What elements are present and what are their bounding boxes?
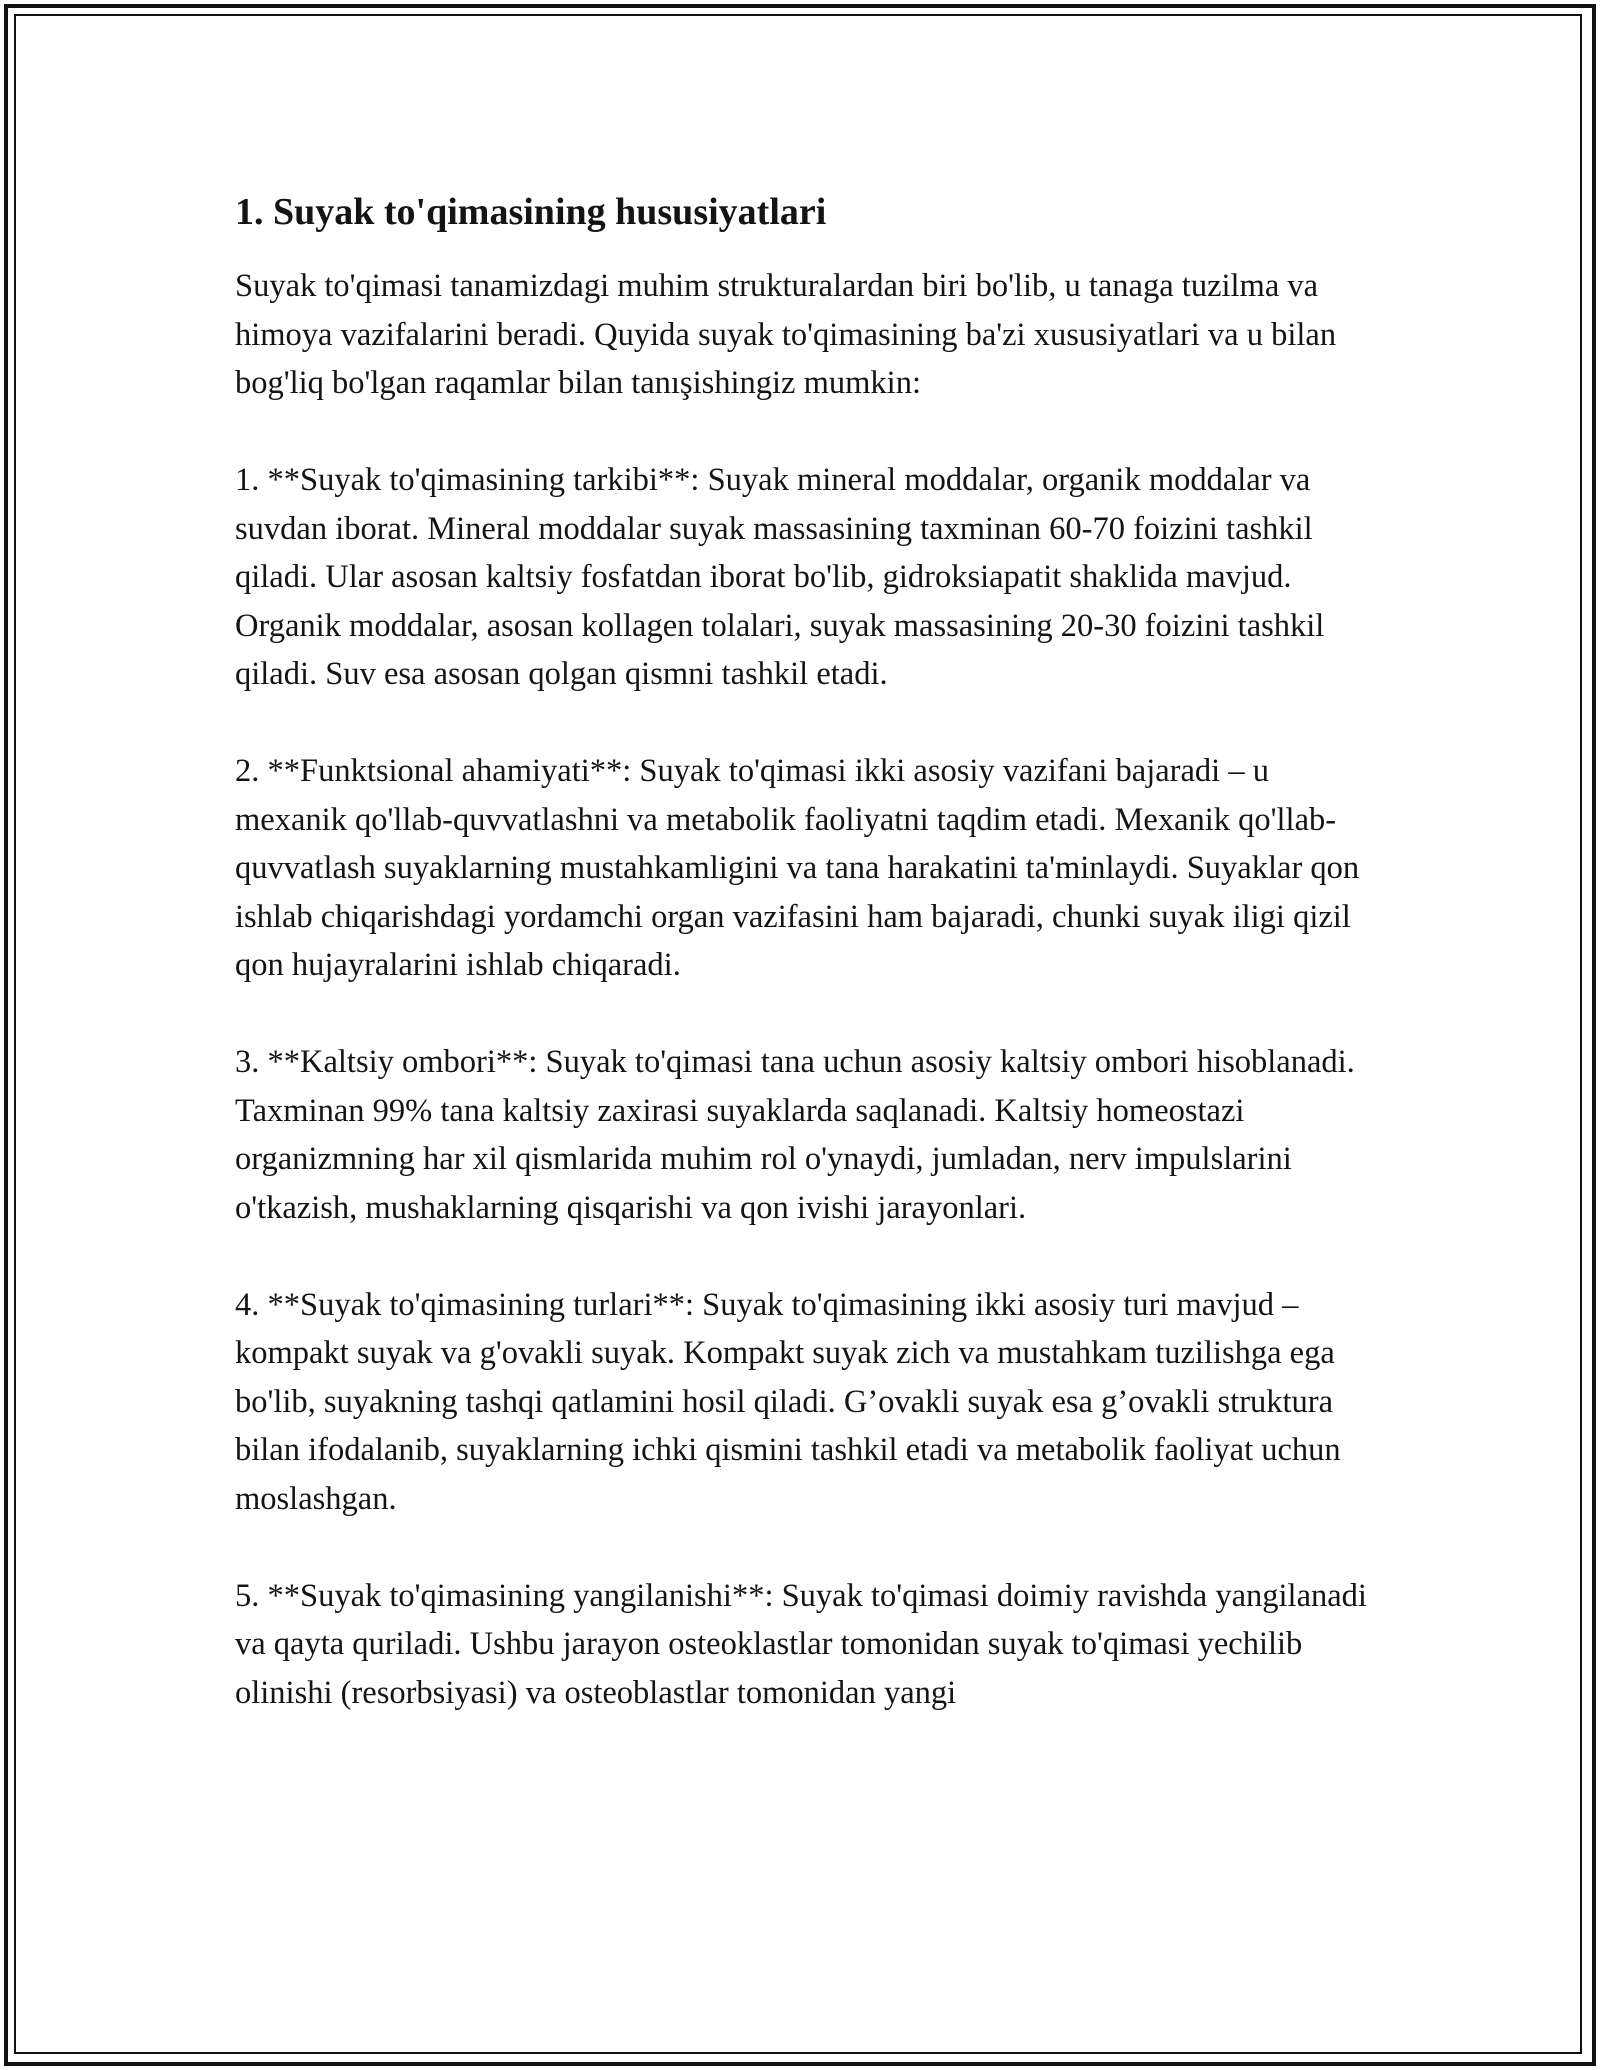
intro-paragraph: Suyak to'qimasi tanamizdagi muhim strukturalardan biri bo'lib, u tanaga tuzilma va himoya vazifalarini beradi. Quyida suyak to'qimasining ba'zi xususiyatlari va u bilan bog'liq bo'lgan raqamlar bilan tanışishingiz mumkin:: [235, 268, 1337, 401]
list-item-calcium: 3. **Kaltsiy ombori**: Suyak to'qimasi tana uchun asosiy kaltsiy ombori hisoblanadi. Taxminan 99% tana kaltsiy zaxirasi suyaklarda saqlanadi. Kaltsiy homeostazi organizmning har xil qismlarida muhim rol o'ynaydi, jumladan, nerv impulslarini o'tkazish, mushaklarning qisqarishi va qon ivishi jarayonlari.: [235, 1044, 1355, 1226]
document-title: 1. Suyak to'qimasining hususiyatlari: [235, 191, 827, 233]
document-body: [235, 186, 1370, 1717]
list-item-types: 4. **Suyak to'qimasining turlari**: Suyak to'qimasining ikki asosiy turi mavjud – kompakt suyak va g'ovakli suyak. Kompakt suyak zich va mustahkam tuzilishga ega bo'lib, suyakning tashqi qatlamini hosil qiladi. G’ovakli suyak esa g’ovakli struktura bilan ifodalanib, suyaklarning ichki qismini tashkil etadi va metabolik faoliyat uchun moslashgan.: [235, 1286, 1341, 1517]
list-item-renewal: 5. **Suyak to'qimasining yangilanishi**: Suyak to'qimasi doimiy ravishda yangilanadi va qayta quriladi. Ushbu jarayon osteoklastlar tomonidan suyak to'qimasi yechilib olinishi (resorbsiyasi) va osteoblastlar tomonidan yangi: [235, 1577, 1367, 1711]
list-item-composition: 1. **Suyak to'qimasining tarkibi**: Suyak mineral moddalar, organik moddalar va suvdan iborat. Mineral moddalar suyak massasining taxminan 60-70 foizini tashkil qiladi. Ular asosan kaltsiy fosfatdan iborat bo'lib, gidroksiapatit shaklida mavjud. Organik moddalar, asosan kollagen tolalari, suyak massasining 20-30 foizini tashkil qiladi. Suv esa asosan qolgan qismni tashkil etadi.: [235, 462, 1325, 692]
list-item-function: 2. **Funktsional ahamiyati**: Suyak to'qimasi ikki asosiy vazifani bajaradi – u mexanik qo'llab-quvvatlashni va metabolik faoliyatni taqdim etadi. Mexanik qo'llab-quvvatlash suyaklarning mustahkamligini va tana harakatini ta'minlaydi. Suyaklar qon ishlab chiqarishdagi yordamchi organ vazifasini ham bajaradi, chunki suyak iligi qizil qon hujayralarini ishlab chiqaradi.: [235, 753, 1360, 983]
